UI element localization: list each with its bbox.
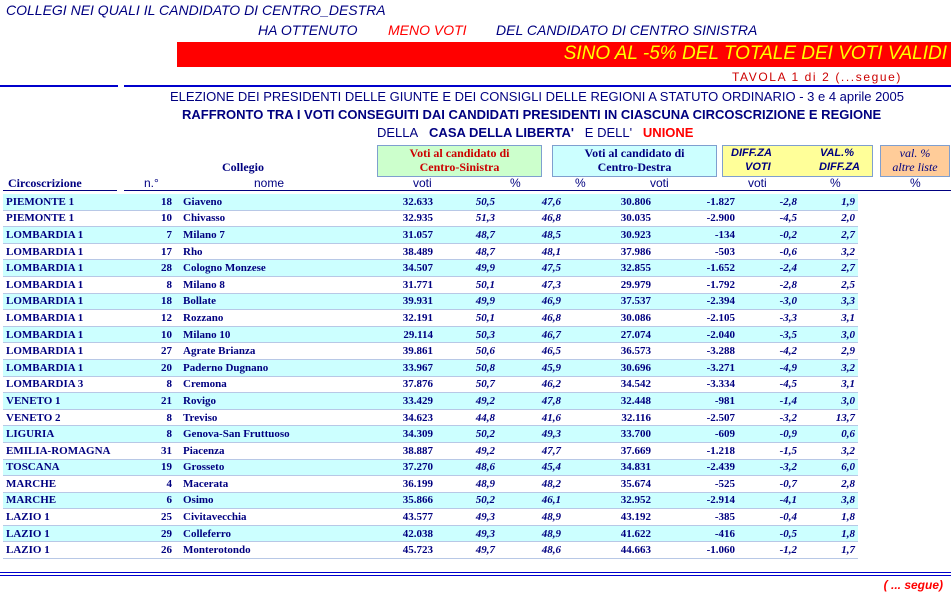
- table-row: [3, 359, 858, 376]
- cell-pct-cd: 46,7: [498, 326, 564, 343]
- table-row: [3, 476, 858, 493]
- header-diff-voti: DIFF.ZA: [731, 147, 772, 159]
- red-banner: [177, 42, 951, 67]
- table-row: [3, 459, 858, 476]
- cell-altre-liste-pct: 2,8: [800, 476, 858, 493]
- cell-collegio-nome: Milano 10: [175, 326, 372, 343]
- cell-altre-liste-pct: 2,7: [800, 260, 858, 277]
- header-centro-destra: [552, 145, 717, 177]
- cell-pct-cd: 48,2: [498, 476, 564, 493]
- cell-pct-cs: 48,9: [436, 476, 498, 493]
- cell-collegio-numero: 20: [123, 359, 175, 376]
- bottom-rule-2: [0, 575, 951, 576]
- cell-voti-cs: 38.887: [372, 442, 436, 459]
- cell-pct-cd: 46,5: [498, 343, 564, 360]
- cell-collegio-numero: 18: [123, 194, 175, 210]
- cell-pct-cs: 50,2: [436, 426, 498, 443]
- cell-voti-cd: 30.806: [564, 194, 654, 210]
- cell-altre-liste-pct: 2,7: [800, 227, 858, 244]
- sub-header-pct-diff: %: [830, 176, 841, 190]
- subtitle-election: ELEZIONE DEI PRESIDENTI DELLE GIUNTE E DEI CONSIGLI DELLE REGIONI A STATUTO ORDINARIO - 3 e 4 aprile 2005: [170, 89, 904, 104]
- cell-pct-cd: 48,9: [498, 509, 564, 526]
- cell-pct-cs: 48,7: [436, 243, 498, 260]
- cell-pct-cd: 47,5: [498, 260, 564, 277]
- cell-pct-cd: 49,3: [498, 426, 564, 443]
- cell-collegio-nome: Treviso: [175, 409, 372, 426]
- cell-collegio-numero: 31: [123, 442, 175, 459]
- cell-pct-cd: 47,6: [498, 194, 564, 210]
- cell-circoscrizione: LOMBARDIA 1: [3, 326, 123, 343]
- banner-text: SINO AL -5% DEL TOTALE DEI VOTI VALIDI: [563, 43, 947, 64]
- cell-collegio-numero: 4: [123, 476, 175, 493]
- cell-circoscrizione: MARCHE: [3, 492, 123, 509]
- cell-diff-voti: -134: [654, 227, 738, 244]
- cell-pct-cd: 46,8: [498, 310, 564, 327]
- subtitle-comparison: RAFFRONTO TRA I VOTI CONSEGUITI DAI CANDIDATI PRESIDENTI IN CIASCUNA CIRCOSCRIZIONE E REGIONE: [182, 107, 882, 122]
- cell-voti-cs: 37.270: [372, 459, 436, 476]
- table-row: [3, 492, 858, 509]
- cell-voti-cs: 34.309: [372, 426, 436, 443]
- cell-collegio-numero: 8: [123, 276, 175, 293]
- cell-circoscrizione: LAZIO 1: [3, 525, 123, 542]
- cell-diff-pct: -1,2: [738, 542, 800, 559]
- cell-voti-cs: 29.114: [372, 326, 436, 343]
- header-val-pct: VAL.%: [819, 147, 854, 159]
- header-altre-line2: altre liste: [892, 160, 938, 174]
- cell-collegio-nome: Cremona: [175, 376, 372, 393]
- sub-header-pct-cd: %: [575, 176, 586, 190]
- cell-altre-liste-pct: 6,0: [800, 459, 858, 476]
- cell-pct-cd: 47,3: [498, 276, 564, 293]
- cell-diff-voti: -503: [654, 243, 738, 260]
- table-row: [3, 442, 858, 459]
- cell-voti-cd: 37.669: [564, 442, 654, 459]
- cell-voti-cd: 29.979: [564, 276, 654, 293]
- cell-voti-cd: 30.035: [564, 210, 654, 227]
- table-row: [3, 326, 858, 343]
- cell-voti-cd: 27.074: [564, 326, 654, 343]
- cell-collegio-nome: Bollate: [175, 293, 372, 310]
- sub-header-nome: nome: [254, 176, 285, 190]
- table-row: [3, 243, 858, 260]
- cell-diff-pct: -2,8: [738, 276, 800, 293]
- cell-altre-liste-pct: 2,0: [800, 210, 858, 227]
- cell-altre-liste-pct: 1,9: [800, 194, 858, 210]
- cell-altre-liste-pct: 3,2: [800, 243, 858, 260]
- segue-label: ( ... segue): [883, 578, 943, 592]
- cell-collegio-nome: Rho: [175, 243, 372, 260]
- cell-collegio-nome: Agrate Brianza: [175, 343, 372, 360]
- cell-altre-liste-pct: 13,7: [800, 409, 858, 426]
- cell-voti-cd: 43.192: [564, 509, 654, 526]
- cell-pct-cd: 46,9: [498, 293, 564, 310]
- cell-altre-liste-pct: 1,8: [800, 509, 858, 526]
- table-row: [3, 310, 858, 327]
- cell-circoscrizione: TOSCANA: [3, 459, 123, 476]
- cell-collegio-numero: 10: [123, 326, 175, 343]
- sub-header-n: n.°: [144, 176, 159, 190]
- sub-header-pct-cs: %: [510, 176, 521, 190]
- cell-collegio-nome: Colleferro: [175, 525, 372, 542]
- cell-voti-cd: 32.448: [564, 393, 654, 410]
- cell-pct-cs: 48,6: [436, 459, 498, 476]
- cell-altre-liste-pct: 3,2: [800, 442, 858, 459]
- cell-pct-cd: 41,6: [498, 409, 564, 426]
- cell-diff-pct: -4,1: [738, 492, 800, 509]
- cell-collegio-numero: 12: [123, 310, 175, 327]
- cell-voti-cs: 34.623: [372, 409, 436, 426]
- cell-altre-liste-pct: 3,0: [800, 393, 858, 410]
- cell-collegio-numero: 25: [123, 509, 175, 526]
- cell-pct-cs: 50,1: [436, 310, 498, 327]
- cell-diff-voti: -2.394: [654, 293, 738, 310]
- cell-voti-cs: 33.967: [372, 359, 436, 376]
- cell-voti-cd: 30.086: [564, 310, 654, 327]
- title-line-2-a: HA OTTENUTO: [258, 22, 358, 38]
- cell-collegio-nome: Cologno Monzese: [175, 260, 372, 277]
- cell-circoscrizione: VENETO 2: [3, 409, 123, 426]
- cell-pct-cd: 47,7: [498, 442, 564, 459]
- cell-circoscrizione: LOMBARDIA 3: [3, 376, 123, 393]
- tavola-label: TAVOLA 1 di 2 (...segue): [732, 70, 903, 84]
- cell-pct-cs: 50,8: [436, 359, 498, 376]
- cell-circoscrizione: LOMBARDIA 1: [3, 276, 123, 293]
- cell-collegio-nome: Rozzano: [175, 310, 372, 327]
- cell-pct-cs: 49,3: [436, 509, 498, 526]
- cell-voti-cd: 32.952: [564, 492, 654, 509]
- cell-diff-voti: -525: [654, 476, 738, 493]
- cell-collegio-numero: 6: [123, 492, 175, 509]
- column-header-circoscrizione: Circoscrizione: [8, 176, 82, 190]
- cell-pct-cd: 46,1: [498, 492, 564, 509]
- cell-voti-cs: 38.489: [372, 243, 436, 260]
- header-differenza: [722, 145, 873, 177]
- results-table: [3, 194, 858, 559]
- title-line-2-b: MENO VOTI: [388, 22, 467, 38]
- header-cs-line2: Centro-Sinistra: [419, 160, 500, 174]
- header-altre-line1: val. %: [899, 146, 931, 160]
- cell-collegio-nome: Giaveno: [175, 194, 372, 210]
- cell-altre-liste-pct: 3,0: [800, 326, 858, 343]
- cell-collegio-nome: Civitavecchia: [175, 509, 372, 526]
- cell-diff-voti: -981: [654, 393, 738, 410]
- cell-collegio-nome: Monterotondo: [175, 542, 372, 559]
- cell-diff-pct: -3,2: [738, 409, 800, 426]
- cell-diff-pct: -3,5: [738, 326, 800, 343]
- cell-voti-cs: 31.771: [372, 276, 436, 293]
- sub-header-voti-cd: voti: [650, 176, 669, 190]
- cell-collegio-numero: 18: [123, 293, 175, 310]
- subtitle-e-dell: E DELL': [584, 125, 633, 140]
- cell-pct-cs: 49,7: [436, 542, 498, 559]
- cell-altre-liste-pct: 1,7: [800, 542, 858, 559]
- cell-diff-pct: -4,2: [738, 343, 800, 360]
- subtitle-cdl: CASA DELLA LIBERTA': [429, 125, 574, 140]
- cell-pct-cs: 44,8: [436, 409, 498, 426]
- cell-voti-cs: 32.191: [372, 310, 436, 327]
- sub-header-pct-altre: %: [910, 176, 921, 190]
- cell-circoscrizione: LIGURIA: [3, 426, 123, 443]
- cell-collegio-numero: 17: [123, 243, 175, 260]
- cell-pct-cs: 51,3: [436, 210, 498, 227]
- cell-voti-cs: 42.038: [372, 525, 436, 542]
- table-row: [3, 393, 858, 410]
- header-cs-line1: Voti al candidato di: [409, 146, 510, 160]
- table-row: [3, 343, 858, 360]
- cell-altre-liste-pct: 3,8: [800, 492, 858, 509]
- cell-collegio-numero: 26: [123, 542, 175, 559]
- cell-voti-cd: 30.696: [564, 359, 654, 376]
- header-centro-sinistra: [377, 145, 542, 177]
- cell-pct-cd: 48,6: [498, 542, 564, 559]
- cell-circoscrizione: LOMBARDIA 1: [3, 243, 123, 260]
- cell-voti-cs: 32.633: [372, 194, 436, 210]
- cell-circoscrizione: LOMBARDIA 1: [3, 310, 123, 327]
- cell-collegio-numero: 28: [123, 260, 175, 277]
- cell-voti-cd: 33.700: [564, 426, 654, 443]
- cell-voti-cs: 35.866: [372, 492, 436, 509]
- cell-voti-cd: 34.831: [564, 459, 654, 476]
- cell-pct-cs: 49,3: [436, 525, 498, 542]
- cell-altre-liste-pct: 3,1: [800, 376, 858, 393]
- cell-collegio-nome: Milano 7: [175, 227, 372, 244]
- cell-collegio-nome: Piacenza: [175, 442, 372, 459]
- divider-left: [0, 85, 118, 87]
- cell-diff-voti: -1.218: [654, 442, 738, 459]
- title-line-1: COLLEGI NEI QUALI IL CANDIDATO DI CENTRO_DESTRA: [6, 2, 386, 18]
- cell-voti-cd: 37.537: [564, 293, 654, 310]
- cell-collegio-numero: 7: [123, 227, 175, 244]
- cell-collegio-nome: Rovigo: [175, 393, 372, 410]
- cell-circoscrizione: EMILIA-ROMAGNA: [3, 442, 123, 459]
- cell-circoscrizione: LOMBARDIA 1: [3, 227, 123, 244]
- cell-collegio-numero: 8: [123, 409, 175, 426]
- cell-diff-pct: -0,2: [738, 227, 800, 244]
- cell-diff-voti: -1.060: [654, 542, 738, 559]
- cell-collegio-nome: Chivasso: [175, 210, 372, 227]
- cell-diff-pct: -1,5: [738, 442, 800, 459]
- cell-pct-cs: 50,1: [436, 276, 498, 293]
- cell-pct-cs: 49,9: [436, 293, 498, 310]
- cell-pct-cd: 46,2: [498, 376, 564, 393]
- cell-diff-pct: -3,3: [738, 310, 800, 327]
- cell-diff-pct: -4,9: [738, 359, 800, 376]
- cell-diff-pct: -3,0: [738, 293, 800, 310]
- cell-diff-pct: -0,6: [738, 243, 800, 260]
- title-line-2-c: DEL CANDIDATO DI CENTRO SINISTRA: [496, 22, 758, 38]
- table-row: [3, 293, 858, 310]
- cell-pct-cs: 49,9: [436, 260, 498, 277]
- cell-voti-cd: 30.923: [564, 227, 654, 244]
- cell-voti-cs: 37.876: [372, 376, 436, 393]
- cell-collegio-nome: Paderno Dugnano: [175, 359, 372, 376]
- cell-circoscrizione: PIEMONTE 1: [3, 210, 123, 227]
- cell-diff-voti: -2.507: [654, 409, 738, 426]
- cell-diff-pct: -3,2: [738, 459, 800, 476]
- cell-diff-voti: -1.827: [654, 194, 738, 210]
- cell-voti-cs: 45.723: [372, 542, 436, 559]
- cell-collegio-numero: 21: [123, 393, 175, 410]
- cell-pct-cs: 49,2: [436, 393, 498, 410]
- cell-pct-cs: 50,3: [436, 326, 498, 343]
- subtitle-della: DELLA: [377, 125, 419, 140]
- header-cd-line1: Voti al candidato di: [584, 146, 685, 160]
- cell-diff-pct: -1,4: [738, 393, 800, 410]
- cell-voti-cd: 37.986: [564, 243, 654, 260]
- cell-collegio-nome: Milano 8: [175, 276, 372, 293]
- cell-collegio-numero: 8: [123, 426, 175, 443]
- cell-diff-voti: -3.271: [654, 359, 738, 376]
- cell-voti-cd: 44.663: [564, 542, 654, 559]
- cell-diff-voti: -385: [654, 509, 738, 526]
- cell-altre-liste-pct: 3,1: [800, 310, 858, 327]
- cell-voti-cd: 35.674: [564, 476, 654, 493]
- cell-pct-cd: 45,4: [498, 459, 564, 476]
- cell-circoscrizione: LOMBARDIA 1: [3, 293, 123, 310]
- cell-circoscrizione: MARCHE: [3, 476, 123, 493]
- subtitle-coalitions: [377, 125, 693, 140]
- table-row: [3, 194, 858, 210]
- cell-diff-voti: -2.914: [654, 492, 738, 509]
- cell-collegio-numero: 19: [123, 459, 175, 476]
- cell-voti-cs: 32.935: [372, 210, 436, 227]
- header-voti: VOTI: [745, 161, 771, 173]
- table-row: [3, 525, 858, 542]
- cell-voti-cs: 33.429: [372, 393, 436, 410]
- column-header-collegio: Collegio: [222, 160, 264, 174]
- cell-voti-cd: 32.855: [564, 260, 654, 277]
- cell-diff-voti: -2.105: [654, 310, 738, 327]
- cell-collegio-nome: Osimo: [175, 492, 372, 509]
- cell-diff-pct: -4,5: [738, 210, 800, 227]
- cell-pct-cs: 50,7: [436, 376, 498, 393]
- table-row: [3, 376, 858, 393]
- cell-pct-cd: 45,9: [498, 359, 564, 376]
- sub-header-rule: [124, 190, 951, 191]
- cell-pct-cd: 48,9: [498, 525, 564, 542]
- header-diff-za: DIFF.ZA: [819, 161, 860, 173]
- cell-diff-voti: -1.792: [654, 276, 738, 293]
- cell-collegio-numero: 8: [123, 376, 175, 393]
- header-altre-liste: [880, 145, 950, 177]
- cell-voti-cd: 41.622: [564, 525, 654, 542]
- cell-altre-liste-pct: 3,3: [800, 293, 858, 310]
- cell-circoscrizione: VENETO 1: [3, 393, 123, 410]
- table-row: [3, 260, 858, 277]
- cell-diff-pct: -2,8: [738, 194, 800, 210]
- sub-header-voti-diff: voti: [748, 176, 767, 190]
- cell-pct-cs: 50,6: [436, 343, 498, 360]
- cell-pct-cd: 48,1: [498, 243, 564, 260]
- cell-diff-pct: -2,4: [738, 260, 800, 277]
- table-row: [3, 227, 858, 244]
- cell-diff-voti: -1.652: [654, 260, 738, 277]
- cell-circoscrizione: LAZIO 1: [3, 542, 123, 559]
- table-row: [3, 409, 858, 426]
- cell-altre-liste-pct: 0,6: [800, 426, 858, 443]
- cell-voti-cs: 31.057: [372, 227, 436, 244]
- cell-pct-cs: 49,2: [436, 442, 498, 459]
- cell-pct-cd: 48,5: [498, 227, 564, 244]
- sub-header-rule: [3, 190, 117, 191]
- cell-collegio-numero: 27: [123, 343, 175, 360]
- bottom-rule-1: [0, 572, 951, 573]
- cell-altre-liste-pct: 1,8: [800, 525, 858, 542]
- cell-altre-liste-pct: 2,5: [800, 276, 858, 293]
- header-cd-line2: Centro-Destra: [597, 160, 672, 174]
- cell-circoscrizione: LAZIO 1: [3, 509, 123, 526]
- cell-diff-pct: -0,7: [738, 476, 800, 493]
- cell-pct-cd: 46,8: [498, 210, 564, 227]
- cell-circoscrizione: LOMBARDIA 1: [3, 260, 123, 277]
- cell-circoscrizione: PIEMONTE 1: [3, 194, 123, 210]
- cell-voti-cs: 36.199: [372, 476, 436, 493]
- cell-diff-voti: -3.334: [654, 376, 738, 393]
- cell-diff-voti: -609: [654, 426, 738, 443]
- cell-diff-pct: -4,5: [738, 376, 800, 393]
- cell-circoscrizione: LOMBARDIA 1: [3, 343, 123, 360]
- cell-diff-pct: -0,5: [738, 525, 800, 542]
- cell-pct-cs: 50,2: [436, 492, 498, 509]
- cell-voti-cd: 34.542: [564, 376, 654, 393]
- sub-header-voti-cs: voti: [413, 176, 432, 190]
- cell-voti-cs: 39.931: [372, 293, 436, 310]
- table-row: [3, 542, 858, 559]
- cell-circoscrizione: LOMBARDIA 1: [3, 359, 123, 376]
- cell-voti-cs: 34.507: [372, 260, 436, 277]
- cell-diff-voti: -3.288: [654, 343, 738, 360]
- cell-pct-cs: 48,7: [436, 227, 498, 244]
- cell-diff-voti: -2.439: [654, 459, 738, 476]
- subtitle-unione: UNIONE: [642, 125, 694, 140]
- cell-voti-cs: 43.577: [372, 509, 436, 526]
- table-row: [3, 210, 858, 227]
- cell-collegio-nome: Grosseto: [175, 459, 372, 476]
- cell-diff-pct: -0,9: [738, 426, 800, 443]
- table-row: [3, 276, 858, 293]
- table-row: [3, 509, 858, 526]
- cell-voti-cs: 39.861: [372, 343, 436, 360]
- cell-voti-cd: 36.573: [564, 343, 654, 360]
- cell-pct-cd: 47,8: [498, 393, 564, 410]
- divider-right: [124, 85, 951, 87]
- cell-diff-voti: -416: [654, 525, 738, 542]
- cell-voti-cd: 32.116: [564, 409, 654, 426]
- cell-diff-voti: -2.900: [654, 210, 738, 227]
- cell-altre-liste-pct: 3,2: [800, 359, 858, 376]
- cell-collegio-nome: Macerata: [175, 476, 372, 493]
- cell-collegio-numero: 29: [123, 525, 175, 542]
- cell-collegio-nome: Genova-San Fruttuoso: [175, 426, 372, 443]
- cell-collegio-numero: 10: [123, 210, 175, 227]
- cell-diff-voti: -2.040: [654, 326, 738, 343]
- cell-diff-pct: -0,4: [738, 509, 800, 526]
- cell-altre-liste-pct: 2,9: [800, 343, 858, 360]
- cell-pct-cs: 50,5: [436, 194, 498, 210]
- table-row: [3, 426, 858, 443]
